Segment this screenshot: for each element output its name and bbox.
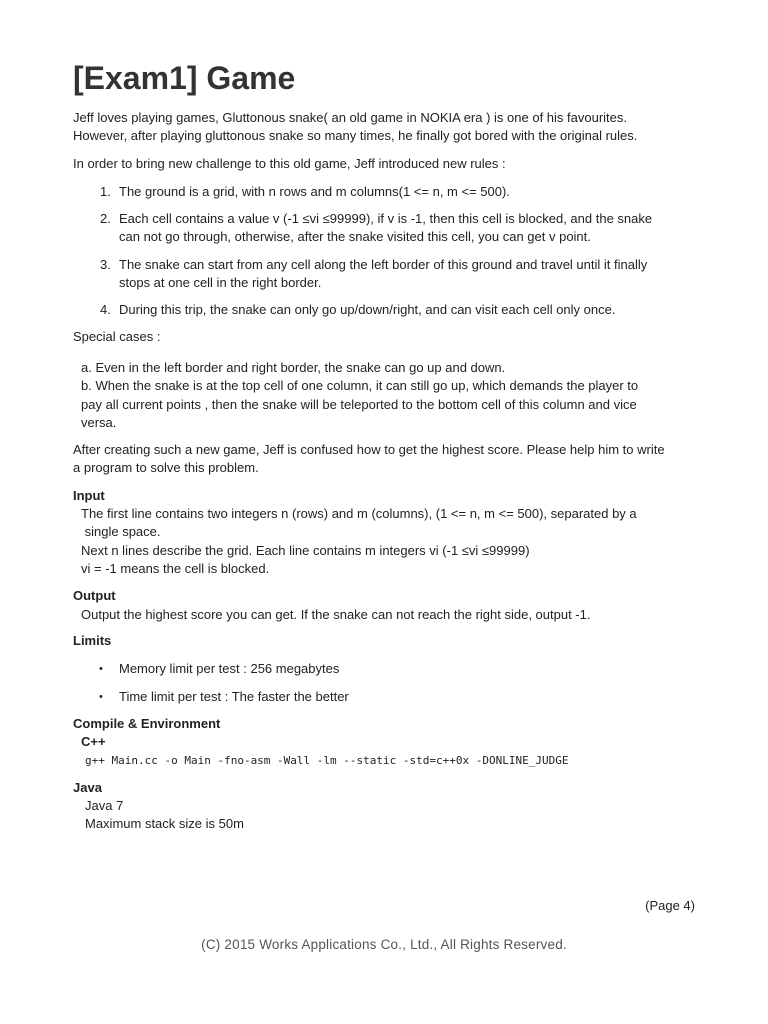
- intro-line-2: However, after playing gluttonous snake so many times, he finally got bored with the original rules.: [73, 128, 638, 143]
- rule-text: can not go through, otherwise, after the snake visited this cell, you can get v point.: [119, 229, 591, 244]
- bullet-icon: •: [99, 663, 103, 675]
- limit-item: Memory limit per test : 256 megabytes: [119, 661, 340, 676]
- input-heading: Input: [73, 488, 105, 503]
- cpp-command: g++ Main.cc -o Main -fno-asm -Wall -lm --static -std=c++0x -DONLINE_JUDGE: [85, 754, 569, 767]
- rule-number: 2.: [100, 211, 111, 226]
- rules-intro: In order to bring new challenge to this old game, Jeff introduced new rules :: [73, 156, 506, 171]
- input-line: vi = -1 means the cell is blocked.: [81, 561, 270, 576]
- rule-text: During this trip, the snake can only go up/down/right, and can visit each cell only once.: [119, 302, 616, 317]
- after-line-1: After creating such a new game, Jeff is confused how to get the highest score. Please help him to write: [73, 442, 665, 457]
- rule-number: 4.: [100, 302, 111, 317]
- input-line: Next n lines describe the grid. Each line contains m integers vi (-1 ≤vi ≤99999): [81, 543, 530, 558]
- java-label: Java: [73, 780, 102, 795]
- output-line: Output the highest score you can get. If the snake can not reach the right side, output -1.: [81, 607, 591, 622]
- page-number: (Page 4): [645, 898, 695, 913]
- output-heading: Output: [73, 588, 116, 603]
- limit-item: Time limit per test : The faster the better: [119, 689, 349, 704]
- rule-text: Each cell contains a value v (-1 ≤vi ≤99999), if v is -1, then this cell is blocked, and the snake: [119, 211, 653, 226]
- after-line-2: a program to solve this problem.: [73, 460, 259, 475]
- page-title: [Exam1] Game: [73, 60, 296, 96]
- java-line: Maximum stack size is 50m: [85, 816, 244, 831]
- input-line: The first line contains two integers n (rows) and m (columns), (1 <= n, m <= 500), separated by a: [81, 506, 637, 521]
- special-case-line: a. Even in the left border and right border, the snake can go up and down.: [81, 360, 506, 375]
- cpp-label: C++: [81, 734, 106, 749]
- java-line: Java 7: [85, 798, 124, 813]
- rule-number: 1.: [100, 184, 111, 199]
- rule-number: 3.: [100, 257, 111, 272]
- rule-text: stops at one cell in the right border.: [119, 275, 322, 290]
- rule-text: The snake can start from any cell along the left border of this ground and travel until it finally: [119, 257, 648, 272]
- copyright-footer: (C) 2015 Works Applications Co., Ltd., All Rights Reserved.: [201, 937, 567, 952]
- input-line: single space.: [81, 524, 161, 539]
- intro-line-1: Jeff loves playing games, Gluttonous snake( an old game in NOKIA era ) is one of his favourites.: [73, 110, 627, 125]
- rule-text: The ground is a grid, with n rows and m columns(1 <= n, m <= 500).: [119, 184, 510, 199]
- bullet-icon: •: [99, 691, 103, 703]
- compile-heading: Compile & Environment: [73, 716, 221, 731]
- limits-heading: Limits: [73, 633, 112, 648]
- special-case-line: b. When the snake is at the top cell of one column, it can still go up, which demands the player to: [81, 378, 639, 393]
- special-case-line: versa.: [81, 415, 117, 430]
- special-heading: Special cases :: [73, 329, 161, 344]
- special-case-line: pay all current points , then the snake will be teleported to the bottom cell of this column and vice: [81, 397, 637, 412]
